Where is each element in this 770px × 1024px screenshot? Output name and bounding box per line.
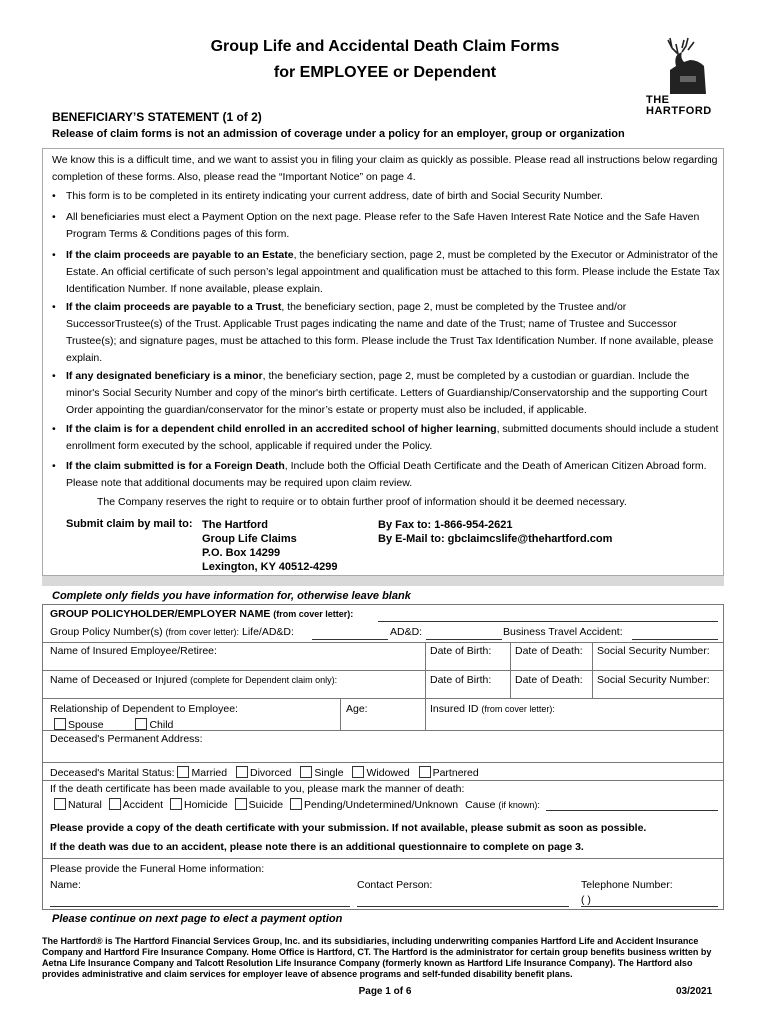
spouse-checkbox[interactable] [54, 718, 66, 730]
partnered-label: Partnered [432, 767, 479, 779]
partnered-checkbox[interactable] [419, 766, 431, 778]
bullet-3-text: , the beneficiary section, page 2, must be completed by the Executor or Administrator of the Estate. An official certificate of such person’s legal appointment and qualification must be attached to this form. Please include the Estate Tax Identification Number. If none available, please explain. [66, 249, 720, 295]
cause-note: (if known): [498, 800, 540, 810]
manner-options [54, 798, 540, 811]
policyholder-row [50, 608, 353, 620]
suicide-label: Suicide [248, 799, 284, 811]
natural-checkbox[interactable] [54, 798, 66, 810]
accident-label: Accident [122, 799, 164, 811]
deceased-name-label: Name of Deceased or Injured [50, 674, 188, 686]
insured-ssn-label[interactable]: Social Security Number: [597, 645, 710, 657]
life-add-label: Life/AD&D: [241, 626, 294, 638]
bullet-5-bold: If any designated beneficiary is a minor [66, 370, 263, 382]
pending-checkbox[interactable] [290, 798, 302, 810]
funeral-name-label: Name: [50, 879, 81, 891]
bullet-4-bold: If the claim proceeds are payable to a Trust [66, 301, 282, 313]
bullet-2-text: All beneficiaries must elect a Payment Option on the next page. Please refer to the Safe Haven Interest Rate Notice and the Safe Haven Program Terms & Conditions pages of this form. [66, 211, 700, 240]
policyholder-from-cover: (from cover letter): [273, 609, 354, 619]
deceased-ssn-label[interactable]: Social Security Number: [597, 674, 710, 686]
relationship-label: Relationship of Dependent to Employee: [50, 703, 238, 715]
single-label: Single [314, 767, 344, 779]
bullet-6-text: , submitted documents should include a student enrollment form executed by the school, applicable if required under the Policy. [66, 423, 719, 452]
insured-id-label: Insured ID [430, 703, 479, 715]
addr-line-2: Group Life Claims [202, 533, 297, 545]
widowed-checkbox[interactable] [352, 766, 364, 778]
mail-address [202, 518, 338, 574]
insured-dob-label[interactable]: Date of Birth: [430, 645, 492, 657]
bullet-3-bold: If the claim proceeds are payable to an Estate [66, 249, 294, 261]
insured-id-note: (from cover letter): [481, 704, 555, 714]
insured-id-row[interactable] [430, 703, 555, 715]
marital-status-row [50, 766, 479, 779]
footer-disclaimer: The Hartford® is The Hartford Financial Services Group, Inc. and its subsidiaries, including underwriting companies Hartford Life and Accident Insurance Company and Hartford Fire Insurance Company. Home Office is Hartford, CT. The Hartford is the administrator for certain group benefits business written by Aetna Life Insurance Company and Talcott Resolution Life Insurance Company (formerly known as Hartford Life Insurance Company). The Hartford also provides administrative and claim services for employer leave of absence programs and self-funded disability benefit plans. [42, 936, 712, 979]
bullet-4-text: , the beneficiary section, page 2, must be completed by the Trustee and/or SuccessorTrustee(s) of the Trust. Applicable Trust pages indicating the name and date of the Trust; name of Trustee and Successor Trustee(s); and signature pages, must be attached to this form. Please include the Trust Tax Identification Number. If none available, please explain. [66, 301, 714, 364]
deceased-note: (complete for Dependent claim only): [190, 675, 338, 685]
insured-name-label[interactable]: Name of Insured Employee/Retiree: [50, 645, 217, 657]
addr-line-1: The Hartford [202, 519, 268, 531]
contact-input[interactable] [357, 906, 569, 907]
married-label: Married [191, 767, 228, 779]
widowed-label: Widowed [366, 767, 410, 779]
reserve-text: The Company reserves the right to require or to obtain further proof of information should it be deemed necessary. [97, 496, 627, 508]
divider-bar [42, 576, 724, 586]
funeral-label: Please provide the Funeral Home information: [50, 863, 265, 875]
deceased-row[interactable] [50, 674, 337, 686]
stag-icon [654, 36, 714, 94]
bullet-7-text: , Include both the Official Death Certificate and the Death of American Citizen Abroad form. Please note that additional documents may be required upon claim review. [66, 460, 707, 489]
age-label[interactable]: Age: [346, 703, 368, 715]
page-number: Page 1 of 6 [358, 986, 412, 997]
contact-label: Contact Person: [357, 879, 433, 891]
form-date: 03/2021 [676, 986, 713, 997]
accident-checkbox[interactable] [109, 798, 121, 810]
intro-text: We know this is a difficult time, and we want to assist you in filing your claim as quickly as possible. Please read all instructions below regarding completion of these forms. Also, please read the “Important Notice” on page 4. [52, 154, 718, 183]
marital-label: Deceased's Marital Status: [50, 767, 175, 779]
single-checkbox[interactable] [300, 766, 312, 778]
bullet-6-bold: If the claim is for a dependent child enrolled in an accredited school of higher learning [66, 423, 497, 435]
bta-input[interactable] [632, 639, 718, 640]
cause-input[interactable] [546, 810, 718, 811]
deceased-dod-label[interactable]: Date of Death: [515, 674, 583, 686]
add-input[interactable] [426, 639, 502, 640]
pending-label: Pending/Undetermined/Unknown [304, 799, 459, 811]
add-label: AD&D: [390, 626, 423, 638]
bullet-5: • If any designated beneficiary is a minor, the beneficiary section, page 2, must be completed by a custodian or guardian. Include the minor's Social Security Number and copy of the minor's birth certificate. Letters of Guardianship/Conservatorship and the supporting Court Order appointing the guardian/conservator for the minor’s estate or property must also be included, if applicable. [52, 370, 708, 416]
natural-label: Natural [68, 799, 102, 811]
married-checkbox[interactable] [177, 766, 189, 778]
section-heading: BENEFICIARY’S STATEMENT (1 of 2) [52, 110, 262, 124]
funeral-name-input[interactable] [50, 906, 350, 907]
policyholder-label: GROUP POLICYHOLDER/EMPLOYER NAME [50, 608, 271, 620]
child-checkbox[interactable] [135, 718, 147, 730]
divorced-checkbox[interactable] [236, 766, 248, 778]
bullet-1-text: This form is to be completed in its entirety indicating your current address, date of birth and Social Security Number. [66, 190, 603, 202]
bullet-3: • If the claim proceeds are payable to an Estate, the beneficiary section, page 2, must be completed by the Executor or Administrator of the Estate. An official certificate of such person’s legal appointment and qualification must be attached to this form. Please include the Estate Tax Identification Number. If none available, please explain. [52, 249, 720, 295]
policy-from-cover: (from cover letter): [165, 627, 240, 637]
suicide-checkbox[interactable] [235, 798, 247, 810]
hartford-logo [640, 36, 722, 116]
policyholder-input[interactable] [378, 621, 718, 622]
bullet-6: • If the claim is for a dependent child enrolled in an accredited school of higher learning, submitted documents should include a student enrollment form executed by the school, applicable if required under the Policy. [52, 423, 719, 452]
title-line-1: Group Life and Accidental Death Claim Forms [210, 38, 560, 55]
form-instruction: Complete only fields you have information for, otherwise leave blank [52, 590, 411, 602]
homicide-checkbox[interactable] [170, 798, 182, 810]
manner-label: If the death certificate has been made available to you, please mark the manner of death: [50, 783, 465, 795]
insured-dod-label[interactable]: Date of Death: [515, 645, 583, 657]
bullet-4: • If the claim proceeds are payable to a Trust, the beneficiary section, page 2, must be completed by the Trustee and/or SuccessorTrustee(s) of the Trust. Applicable Trust pages indicating the name and date of the Trust; name of Trustee and Successor Trustee(s); and signature pages, must be attached to this form. Please include the Trust Tax Identification Number. If none available, please explain. [52, 301, 714, 364]
cause-label: Cause [465, 799, 496, 811]
section-subheading: Release of claim forms is not an admission of coverage under a policy for an employer, group or organization [52, 128, 625, 140]
address-label[interactable]: Deceased's Permanent Address: [50, 733, 203, 745]
continue-text: Please continue on next page to elect a payment option [52, 913, 343, 925]
bullet-7-bold: If the claim submitted is for a Foreign Death [66, 460, 285, 472]
deceased-dob-label[interactable]: Date of Birth: [430, 674, 492, 686]
logo-text-2: HARTFORD [646, 105, 712, 117]
logo-text-1: THE [646, 94, 670, 106]
bullet-5-text: , the beneficiary section, page 2, must be completed by a custodian or guardian. Include the minor's Social Security Number and copy of the minor's birth certificate. Letters of Guardianship/Conservatorship and the supporting Court Order appointing the guardian/conservator for the minor’s estate or property must also be included, if applicable. [66, 370, 708, 416]
child-label: Child [149, 719, 174, 731]
homicide-label: Homicide [183, 799, 228, 811]
bta-label: Business Travel Accident: [503, 626, 623, 638]
bullet-7: • If the claim submitted is for a Foreign Death, Include both the Official Death Certificate and the Death of American Citizen Abroad form. Please note that additional documents may be required upon claim review. [52, 460, 707, 489]
fax-email [378, 518, 612, 546]
phone-label: Telephone Number: [581, 879, 673, 891]
submit-label: Submit claim by mail to: [66, 518, 193, 530]
spouse-label: Spouse [68, 719, 104, 731]
addr-line-4: Lexington, KY 40512-4299 [202, 561, 338, 573]
copy-notice: Please provide a copy of the death certificate with your submission. If not available, please submit as soon as possible. [50, 822, 647, 834]
policy-number-label: Group Policy Number(s) [50, 626, 163, 638]
addr-line-3: P.O. Box 14299 [202, 547, 281, 559]
phone-input[interactable]: ( ) [581, 894, 718, 907]
policy-number-row [50, 626, 294, 638]
fax-number[interactable]: By Fax to: 1-866-954-2621 [378, 519, 513, 531]
title-line-2: for EMPLOYEE or Dependent [273, 64, 497, 81]
accident-notice: If the death was due to an accident, please note there is an additional questionnaire to complete on page 3. [50, 841, 584, 853]
email-address[interactable]: By E-Mail to: gbclaimcslife@thehartford.com [378, 533, 613, 545]
life-add-input[interactable] [312, 639, 388, 640]
divorced-label: Divorced [250, 767, 292, 779]
